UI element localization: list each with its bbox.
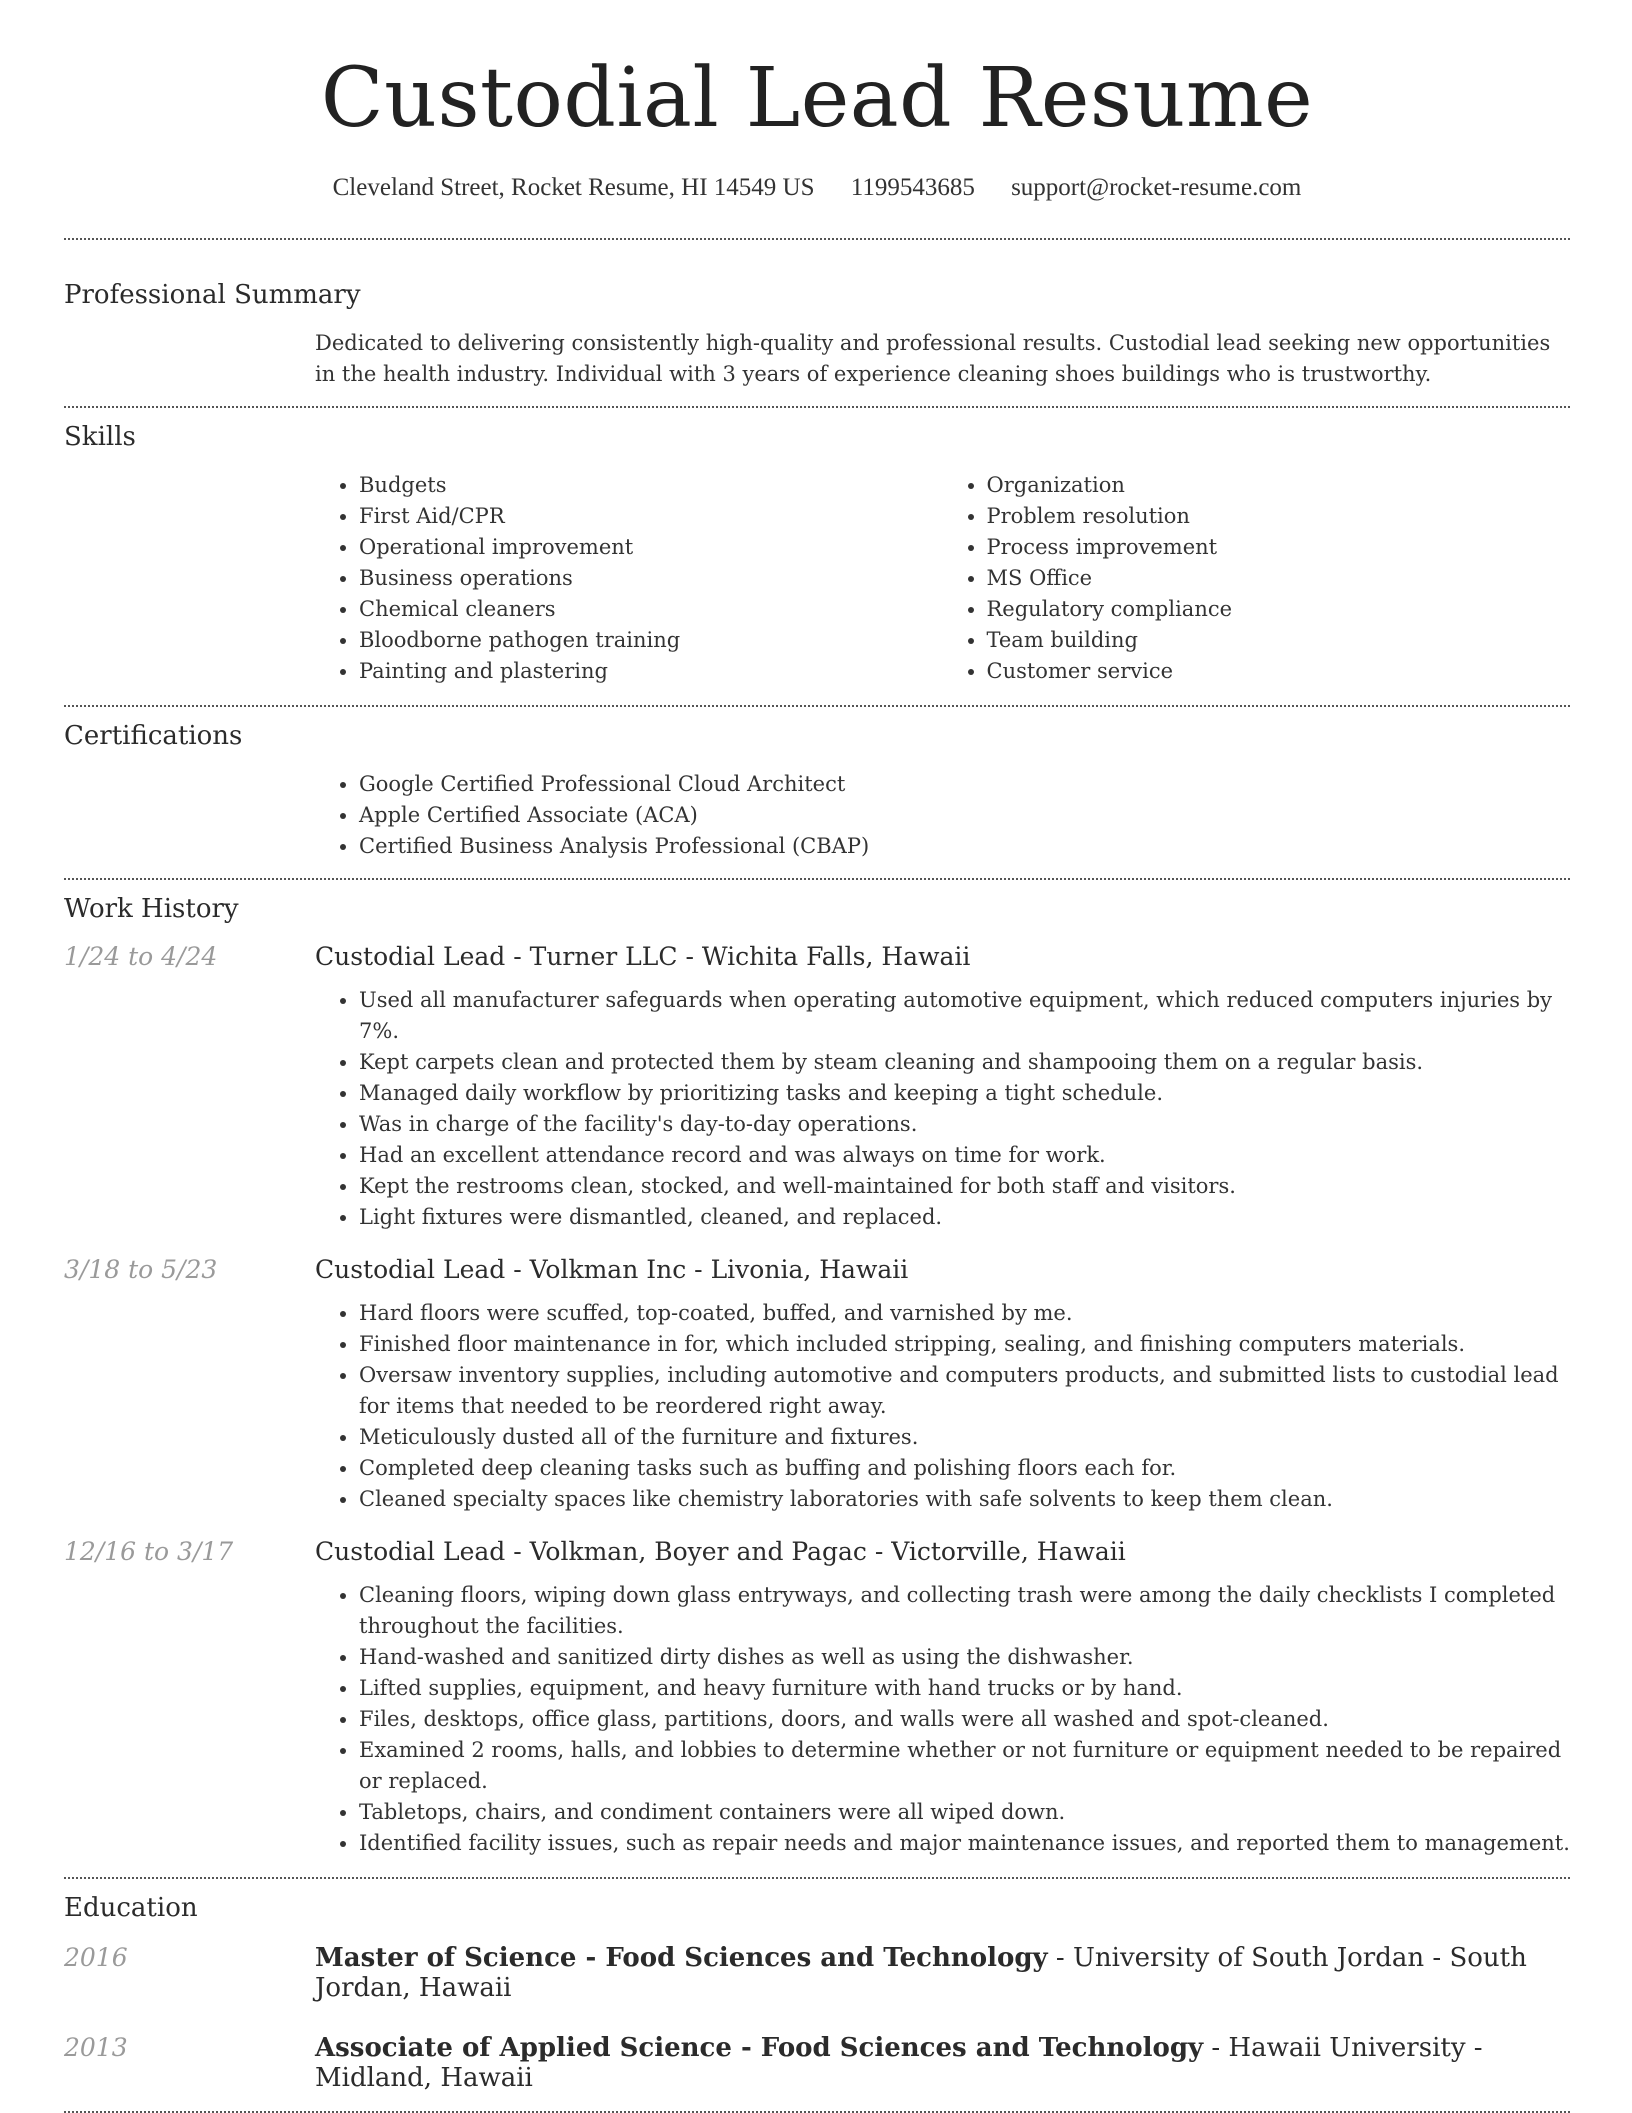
job-bullet: • Identified facility issues, such as repair needs and major maintenance issues, and reported them to management. — [359, 1828, 1570, 1859]
education-degree: Master of Science - Food Sciences and Technology — [315, 1943, 1048, 1973]
education-school: - Hawaii University - Midland, Hawaii — [315, 2033, 1483, 2093]
divider — [64, 238, 1570, 240]
job-dates: 12/16 to 3/17 — [64, 1537, 234, 1566]
skill-item: • Bloodborne pathogen training — [359, 625, 943, 656]
contact-email: support@rocket-resume.com — [1011, 174, 1302, 201]
job-header — [64, 942, 1570, 971]
contact-phone: 1199543685 — [850, 174, 975, 201]
job-entry — [64, 1537, 1570, 1859]
education-year: 2013 — [64, 2033, 128, 2062]
job-entry — [64, 942, 1570, 1233]
job-bullet: • Was in charge of the facility's day-to-day operations. — [359, 1109, 1570, 1140]
summary-text: Dedicated to delivering consistently high-quality and professional results. Custodial lead seeking new opportunities in the health industry. Individual with 3 years of experience cleaning shoes buildings who is trustworthy. — [315, 331, 1551, 386]
skill-item: • First Aid/CPR — [359, 501, 943, 532]
divider — [64, 1877, 1570, 1879]
job-bullet: • Light fixtures were dismantled, cleaned, and replaced. — [359, 1202, 1570, 1233]
education-school: - University of South Jordan - South Jordan, Hawaii — [315, 1943, 1527, 2003]
job-title: Custodial Lead - Volkman, Boyer and Pagac - Victorville, Hawaii — [315, 1537, 1126, 1566]
job-bullet: • Had an excellent attendance record and was always on time for work. — [359, 1140, 1570, 1171]
job-bullets-block — [315, 1298, 1570, 1515]
skills-list-left — [315, 470, 943, 687]
job-bullets — [315, 1580, 1570, 1859]
job-bullet: • Finished floor maintenance in for, which included stripping, sealing, and finishing computers materials. — [359, 1329, 1570, 1360]
section-title-education: Education — [64, 1893, 198, 1923]
divider — [64, 705, 1570, 707]
skill-item: • Operational improvement — [359, 532, 943, 563]
job-bullets — [315, 985, 1570, 1233]
certification-item: • Certified Business Analysis Professional (CBAP) — [359, 831, 1570, 862]
job-title: Custodial Lead - Volkman Inc - Livonia, Hawaii — [315, 1255, 909, 1284]
certification-item: • Google Certified Professional Cloud Architect — [359, 769, 1570, 800]
section-title-skills: Skills — [64, 422, 136, 452]
job-header — [64, 1255, 1570, 1284]
skills-columns — [315, 470, 1570, 687]
divider — [64, 406, 1570, 408]
skill-item: • Problem resolution — [987, 501, 1571, 532]
job-bullet: • Meticulously dusted all of the furniture and fixtures. — [359, 1422, 1570, 1453]
divider — [64, 878, 1570, 880]
job-bullet: • Cleaned specialty spaces like chemistry laboratories with safe solvents to keep them clean. — [359, 1484, 1570, 1515]
skill-item: • Organization — [987, 470, 1571, 501]
skill-item: • Customer service — [987, 656, 1571, 687]
job-dates: 1/24 to 4/24 — [64, 942, 218, 971]
job-title: Custodial Lead - Turner LLC - Wichita Falls, Hawaii — [315, 942, 971, 971]
education-degree: Associate of Applied Science - Food Sciences and Technology — [315, 2033, 1204, 2063]
summary-text-block — [315, 328, 1570, 390]
job-bullets — [315, 1298, 1570, 1515]
education-year: 2016 — [64, 1943, 128, 1972]
resume-page — [64, 0, 1570, 2113]
section-title-certifications: Certifications — [64, 721, 243, 751]
education-entry — [64, 2033, 1570, 2093]
education-title — [315, 1943, 1570, 2003]
job-bullets-block — [315, 1580, 1570, 1859]
job-bullet: • Examined 2 rooms, halls, and lobbies to determine whether or not furniture or equipment needed to be repaired or replaced. — [359, 1735, 1570, 1797]
resume-title: Custodial Lead Resume — [320, 51, 1314, 146]
job-dates: 3/18 to 5/23 — [64, 1255, 218, 1284]
skill-item: • MS Office — [987, 563, 1571, 594]
skill-item: • Regulatory compliance — [987, 594, 1571, 625]
certifications-list — [315, 769, 1570, 862]
job-bullet: • Hand-washed and sanitized dirty dishes as well as using the dishwasher. — [359, 1642, 1570, 1673]
certifications-block — [315, 769, 1570, 862]
job-bullet: • Kept the restrooms clean, stocked, and well-maintained for both staff and visitors. — [359, 1171, 1570, 1202]
job-bullet: • Files, desktops, office glass, partitions, doors, and walls were all washed and spot-cleaned. — [359, 1704, 1570, 1735]
job-bullet: • Oversaw inventory supplies, including automotive and computers products, and submitted lists to custodial lead for items that needed to be reordered right away. — [359, 1360, 1570, 1422]
section-title-work-history: Work History — [64, 894, 239, 924]
job-bullets-block — [315, 985, 1570, 1233]
job-bullet: • Tabletops, chairs, and condiment containers were all wiped down. — [359, 1797, 1570, 1828]
job-bullet: • Kept carpets clean and protected them by steam cleaning and shampooing them on a regular basis. — [359, 1047, 1570, 1078]
education-title — [315, 2033, 1570, 2093]
job-entry — [64, 1255, 1570, 1515]
job-bullet: • Hard floors were scuffed, top-coated, buffed, and varnished by me. — [359, 1298, 1570, 1329]
job-bullet: • Cleaning floors, wiping down glass entryways, and collecting trash were among the daily checklists I completed throughout the facilities. — [359, 1580, 1570, 1642]
contact-address: Cleveland Street, Rocket Resume, HI 14549 US — [332, 174, 815, 201]
skill-item: • Process improvement — [987, 532, 1571, 563]
education-entry — [64, 1943, 1570, 2003]
job-bullet: • Managed daily workflow by prioritizing tasks and keeping a tight schedule. — [359, 1078, 1570, 1109]
skills-list-right — [943, 470, 1571, 687]
skill-item: • Team building — [987, 625, 1571, 656]
job-header — [64, 1537, 1570, 1566]
job-bullet: • Completed deep cleaning tasks such as buffing and polishing floors each for. — [359, 1453, 1570, 1484]
skill-item: • Painting and plastering — [359, 656, 943, 687]
certification-item: • Apple Certified Associate (ACA) — [359, 800, 1570, 831]
skill-item: • Budgets — [359, 470, 943, 501]
job-bullet: • Lifted supplies, equipment, and heavy furniture with hand trucks or by hand. — [359, 1673, 1570, 1704]
skill-item: • Business operations — [359, 563, 943, 594]
job-bullet: • Used all manufacturer safeguards when operating automotive equipment, which reduced computers injuries by 7%. — [359, 985, 1570, 1047]
section-title-summary: Professional Summary — [64, 280, 361, 310]
contact-line — [64, 174, 1570, 202]
skill-item: • Chemical cleaners — [359, 594, 943, 625]
